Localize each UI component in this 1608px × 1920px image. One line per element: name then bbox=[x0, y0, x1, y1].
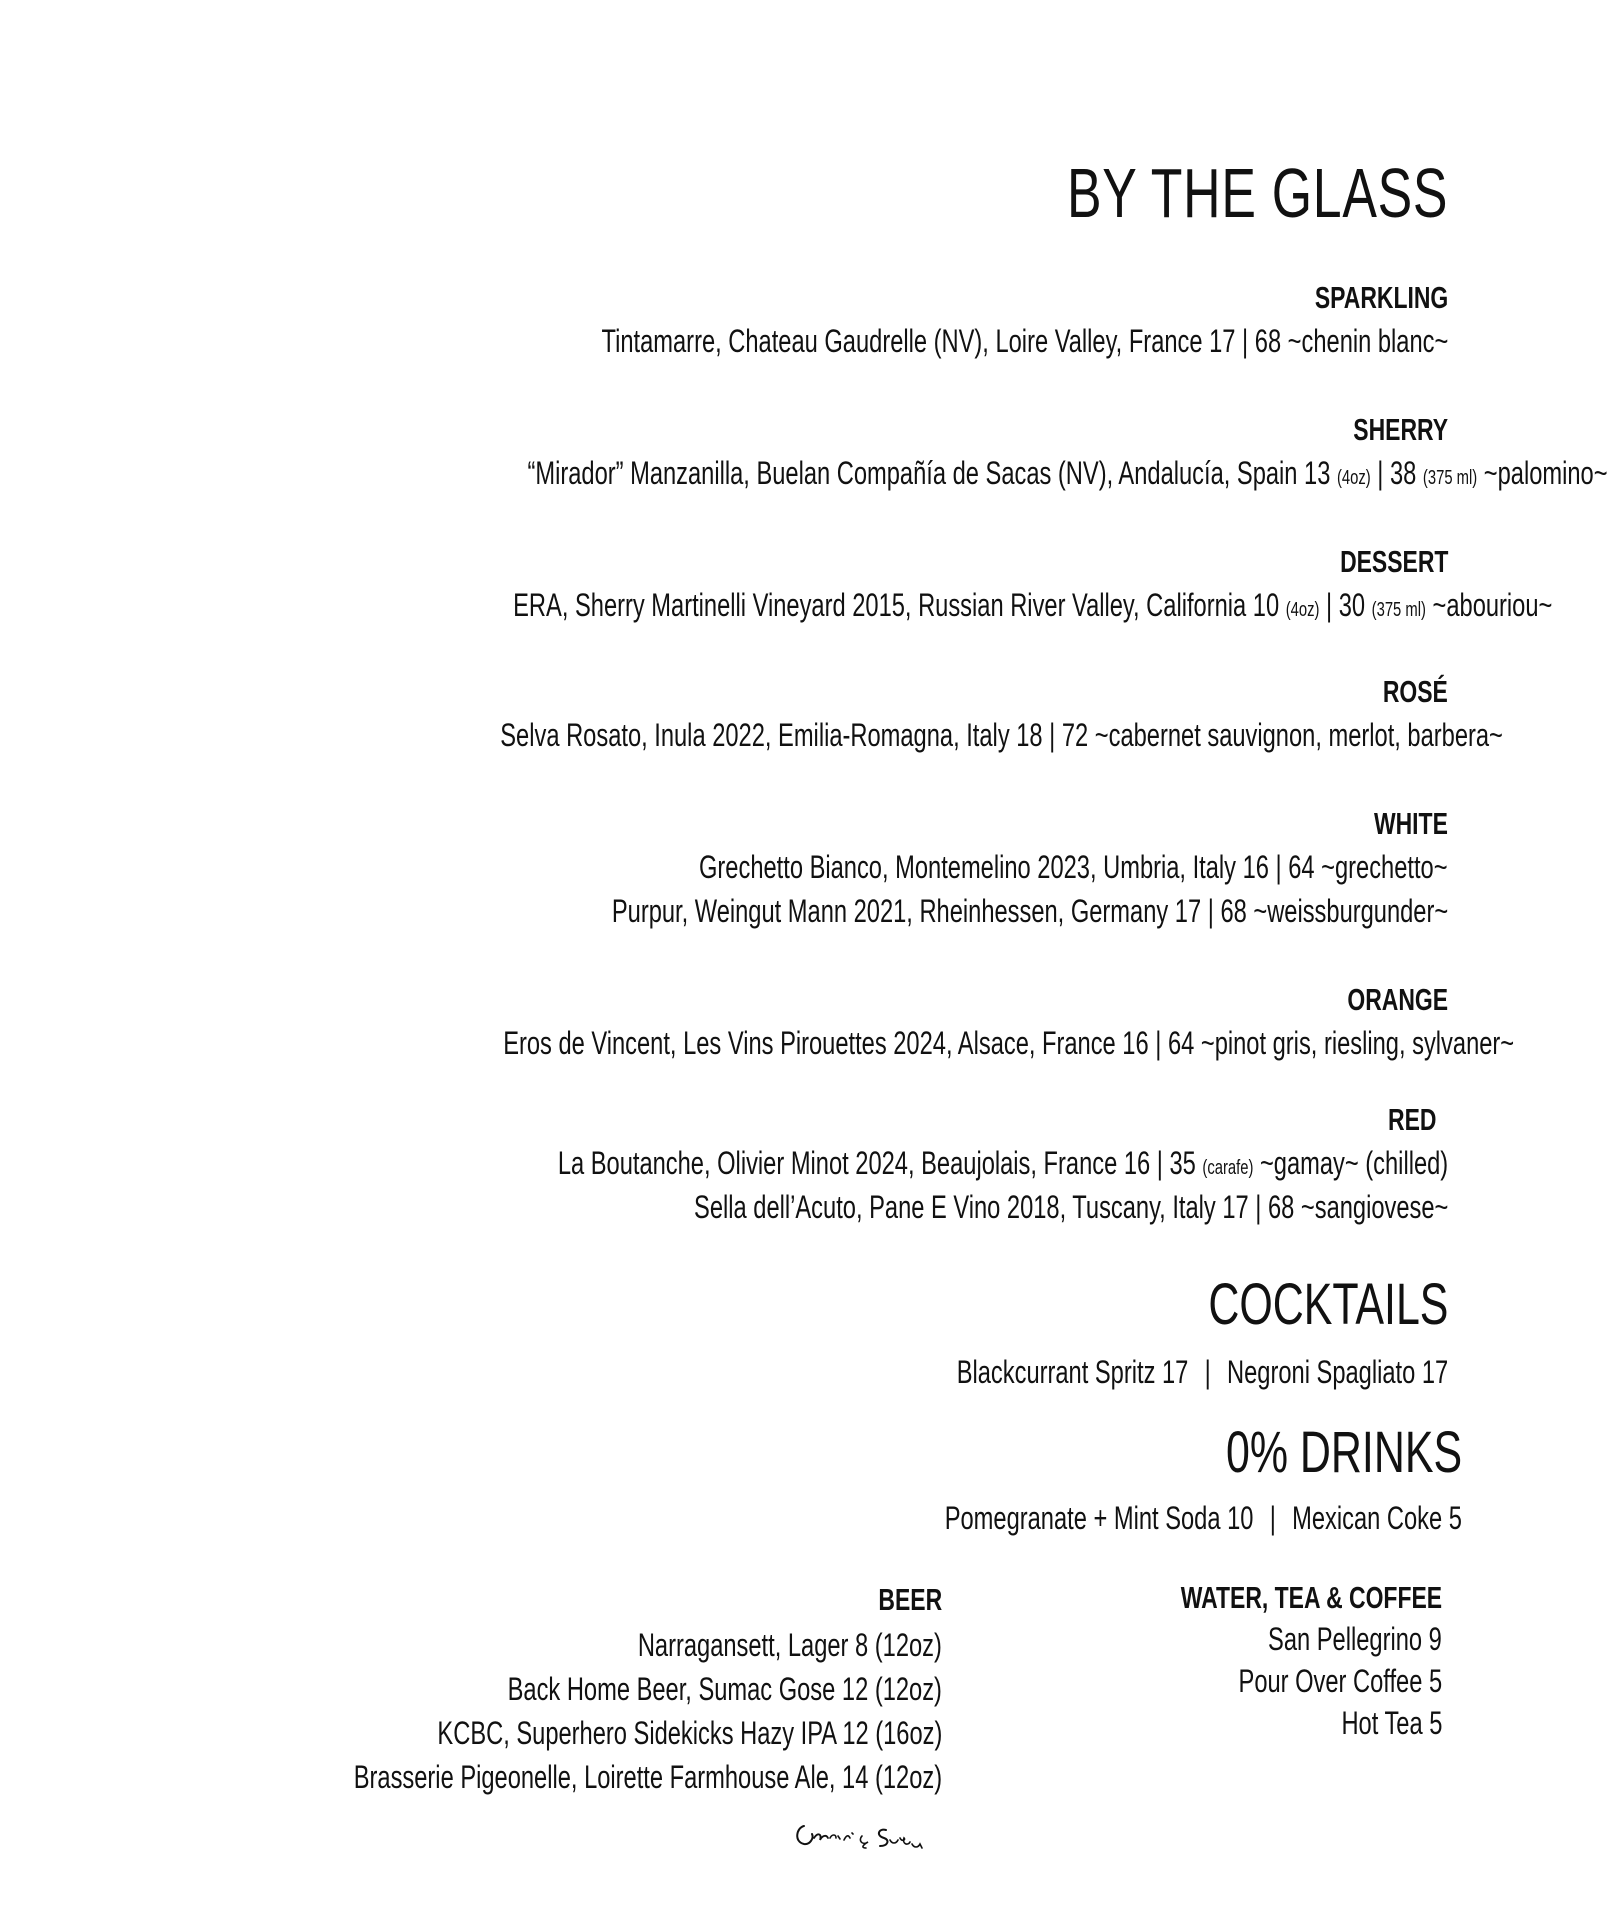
water-item: San Pellegrino 9 bbox=[1268, 1621, 1442, 1657]
beer-item: Brasserie Pigeonelle, Loirette Farmhouse Ale, 14 (12oz) bbox=[353, 1759, 942, 1795]
section-heading: ORANGE bbox=[1347, 982, 1448, 1017]
wine-item: Selva Rosato, Inula 2022, Emilia-Romagna, Italy 18 | 72 ~cabernet sauvignon, merlot, barbera~ bbox=[500, 717, 1503, 753]
separator: | bbox=[1269, 1500, 1276, 1536]
separator: | bbox=[1204, 1354, 1211, 1390]
section-sparkling bbox=[148, 282, 1448, 357]
wine-item: ERA, Sherry Martinelli Vineyard 2015, Russian River Valley, California 10 (4oz) | 30 (375 ml) ~abouriou~ bbox=[513, 587, 1553, 623]
zero-drink-item: Pomegranate + Mint Soda 10 bbox=[944, 1500, 1254, 1536]
beer-item: Back Home Beer, Sumac Gose 12 (12oz) bbox=[507, 1671, 942, 1707]
wine-item: Sella dell’Acuto, Pane E Vino 2018, Tuscany, Italy 17 | 68 ~sangiovese~ bbox=[693, 1189, 1448, 1225]
section-heading: SPARKLING bbox=[1314, 280, 1448, 315]
water-item: Hot Tea 5 bbox=[1341, 1705, 1442, 1741]
cocktails-title: COCKTAILS bbox=[1207, 1272, 1448, 1337]
wine-item: Tintamarre, Chateau Gaudrelle (NV), Loire Valley, France 17 | 68 ~chenin blanc~ bbox=[601, 323, 1448, 359]
section-orange bbox=[148, 982, 1515, 1061]
cocktail-item: Blackcurrant Spritz 17 bbox=[956, 1354, 1189, 1390]
section-heading: RED bbox=[1387, 1102, 1436, 1137]
wine-item: La Boutanche, Olivier Minot 2024, Beaujolais, France 16 | 35 (carafe) ~gamay~ (chilled) bbox=[557, 1145, 1448, 1181]
cocktail-item: Negroni Spagliato 17 bbox=[1226, 1354, 1448, 1390]
zero-drink-item: Mexican Coke 5 bbox=[1292, 1500, 1462, 1536]
beer-item: Narragansett, Lager 8 (12oz) bbox=[637, 1627, 942, 1663]
section-white bbox=[148, 808, 1448, 927]
section-heading: SHERRY bbox=[1353, 412, 1448, 447]
beer-item: KCBC, Superhero Sidekicks Hazy IPA 12 (16oz) bbox=[437, 1715, 942, 1751]
section-sherry bbox=[148, 412, 1608, 491]
section-red bbox=[148, 1104, 1448, 1223]
page-title: BY THE GLASS bbox=[1066, 154, 1448, 232]
section-heading: WHITE bbox=[1374, 806, 1448, 841]
zero-drinks-title: 0% DRINKS bbox=[1225, 1420, 1462, 1485]
water-tea-coffee-section bbox=[1042, 1582, 1442, 1739]
section-heading: ROSÉ bbox=[1382, 674, 1448, 709]
beer-section bbox=[142, 1584, 942, 1793]
water-item: Pour Over Coffee 5 bbox=[1238, 1663, 1442, 1699]
zero-drinks-line bbox=[763, 1502, 1462, 1534]
cocktails-line bbox=[784, 1356, 1448, 1388]
wine-item: Grechetto Bianco, Montemelino 2023, Umbria, Italy 16 | 64 ~grechetto~ bbox=[699, 849, 1448, 885]
section-heading: WATER, TEA & COFFEE bbox=[1180, 1580, 1442, 1615]
section-heading: BEER bbox=[878, 1582, 942, 1617]
section-rose bbox=[148, 674, 1503, 753]
wine-item: Purpur, Weingut Mann 2021, Rheinhessen, Germany 17 | 68 ~weissburgunder~ bbox=[611, 893, 1448, 929]
section-dessert bbox=[148, 544, 1553, 623]
wine-item: Eros de Vincent, Les Vins Pirouettes 2024, Alsace, France 16 | 64 ~pinot gris, riesling, sylvaner~ bbox=[503, 1025, 1515, 1061]
section-heading: DESSERT bbox=[1339, 544, 1448, 579]
wine-item: “Mirador” Manzanilla, Buelan Compañía de Sacas (NV), Andalucía, Spain 13 (4oz) | 38 (375 ml) ~palomino~ bbox=[527, 455, 1608, 491]
signature-logo bbox=[790, 1814, 930, 1854]
